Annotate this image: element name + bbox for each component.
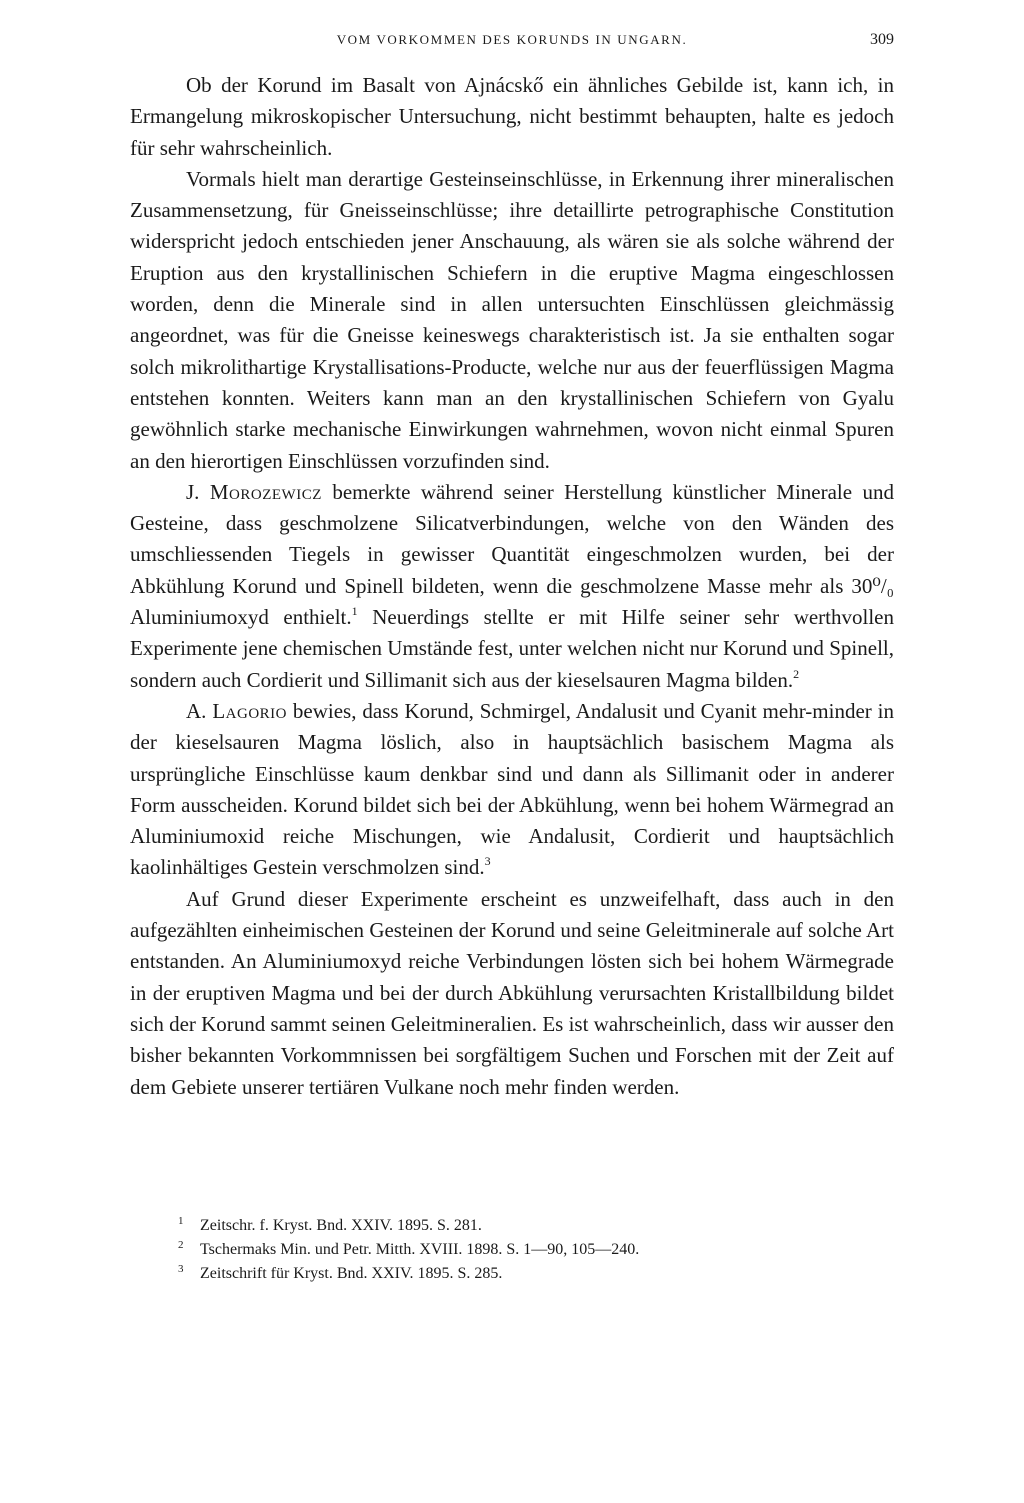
footnote-3: 3 Zeitschrift für Kryst. Bnd. XXIV. 1895. S. 285. [178, 1263, 503, 1282]
footnote-2: 2 Tschermaks Min. und Petr. Mitth. XVIII. 1898. S. 1—90, 105—240. [178, 1239, 640, 1258]
paragraph-4-text: bewies, dass Korund, Schmirgel, Andalusit und Cyanit mehr-minder in der kieselsauren Magma löslich, also in hauptsächlich basischem Magma als ursprüngliche Einschlüsse kaum denkbar sind und dann als Sillimanit oder in anderer Form ausscheiden. Korund bildet sich bei der Abkühlung, wenn bei hohem Wärmegrad an Aluminiumoxid reiche Mischungen, wie Andalusit, Cordierit und hauptsächlich kaolinhältiges Gestein verschmolzen sind. [130, 698, 894, 880]
footnote-1: 1 Zeitschr. f. Kryst. Bnd. XXIV. 1895. S. 281. [178, 1215, 482, 1234]
page-number: 309 [870, 31, 894, 48]
body-text [130, 70, 894, 1103]
author-name: Morozewicz [209, 479, 322, 504]
footnote-text: Tschermaks Min. und Petr. Mitth. XVIII. 1898. S. 1—90, 105—240. [200, 1241, 640, 1258]
author-initial: J. [186, 479, 200, 504]
running-title: VOM VORKOMMEN DES KORUNDS IN UNGARN. [336, 32, 688, 47]
paragraph-5: Auf Grund dieser Experimente erscheint es unzweifelhaft, dass auch in den aufgezählten einheimischen Gesteinen der Korund und seine Geleitminerale auf solche Art entstanden. An Aluminiumoxyd reiche Verbindungen lösten sich bei hohem Wärmegrade in der eruptiven Magma und bei der durch Abkühlung verursachten Kristallbildung bildet sich der Korund sammt seinen Geleitmineralien. Es ist wahrscheinlich, dass wir ausser den bisher bekannten Vorkommnissen bei sorgfältigem Suchen und Forschen mit der Zeit auf dem Gebiete unserer tertiären Vulkane noch mehr finden werden. [130, 886, 894, 1099]
footnote-text: Zeitschr. f. Kryst. Bnd. XXIV. 1895. S. 281. [200, 1217, 482, 1234]
paragraph-3 [130, 477, 894, 696]
paragraph-3-text-a: bemerkte während seiner Herstellung künstlicher Minerale und Gesteine, dass geschmolzene Silicatverbindungen, welche von den Wänden des umschliessenden Tiegels in gewisser Quantität eingeschmolzen wurden, bei der Abkühlung Korund und Spinell bildeten, wenn die geschmolzene Masse mehr als 30⁰/₀ Aluminiumoxyd enthielt. [130, 479, 895, 630]
running-head [130, 28, 894, 52]
paragraph-1: Ob der Korund im Basalt von Ajnácskő ein ähnliches Gebilde ist, kann ich, in Ermangelung mikroskopischer Untersuchung, nicht bestimmt behaupten, halte es jedoch für sehr wahrscheinlich. [130, 73, 894, 160]
paragraph-4 [130, 696, 894, 884]
footnote-text: Zeitschrift für Kryst. Bnd. XXIV. 1895. S. 285. [200, 1265, 503, 1282]
author-name: Lagorio [212, 698, 287, 723]
paragraph-2: Vormals hielt man derartige Gesteinseinschlüsse, in Erkennung ihrer mineralischen Zusammensetzung, für Gneisseinschlüsse; ihre detaillirte petrographische Constitution widerspricht jedoch entschieden jener Anschauung, als wären sie als solche während der Eruption aus den krystallinischen Schiefern in die eruptive Magma eingeschlossen worden, denn die Minerale sind in allen untersuchten Einschlüssen gleichmässig angeordnet, was für die Gneisse keineswegs charakteristisch ist. Ja sie enthalten sogar solch mikrolithartige Krystallisations-Producte, welche nur aus der feuerflüssigen Magma entstehen konnten. Weiters kann man an den krystallinischen Schiefern von Gyalu gewöhnlich starke mechanische Einwirkungen wahrnehmen, wovon nicht einmal Spuren an den hierortigen Einschlüssen vorzufinden sind. [130, 166, 894, 473]
footnote-ref-2[interactable]: 2 [793, 666, 800, 681]
footnote-ref-1[interactable]: 1 [351, 604, 358, 619]
paragraph-3-text-b: Neuerdings stellte er mit Hilfe seiner sehr werthvollen Experimente jene chemischen Umstände fest, unter welchen nicht nur Korund und Spinell, sondern auch Cordierit und Sillimanit sich aus der kieselsauren Magma bilden. [130, 605, 894, 692]
footnotes [178, 1214, 878, 1286]
author-initial: A. [186, 698, 207, 723]
footnote-ref-3[interactable]: 3 [484, 854, 491, 869]
